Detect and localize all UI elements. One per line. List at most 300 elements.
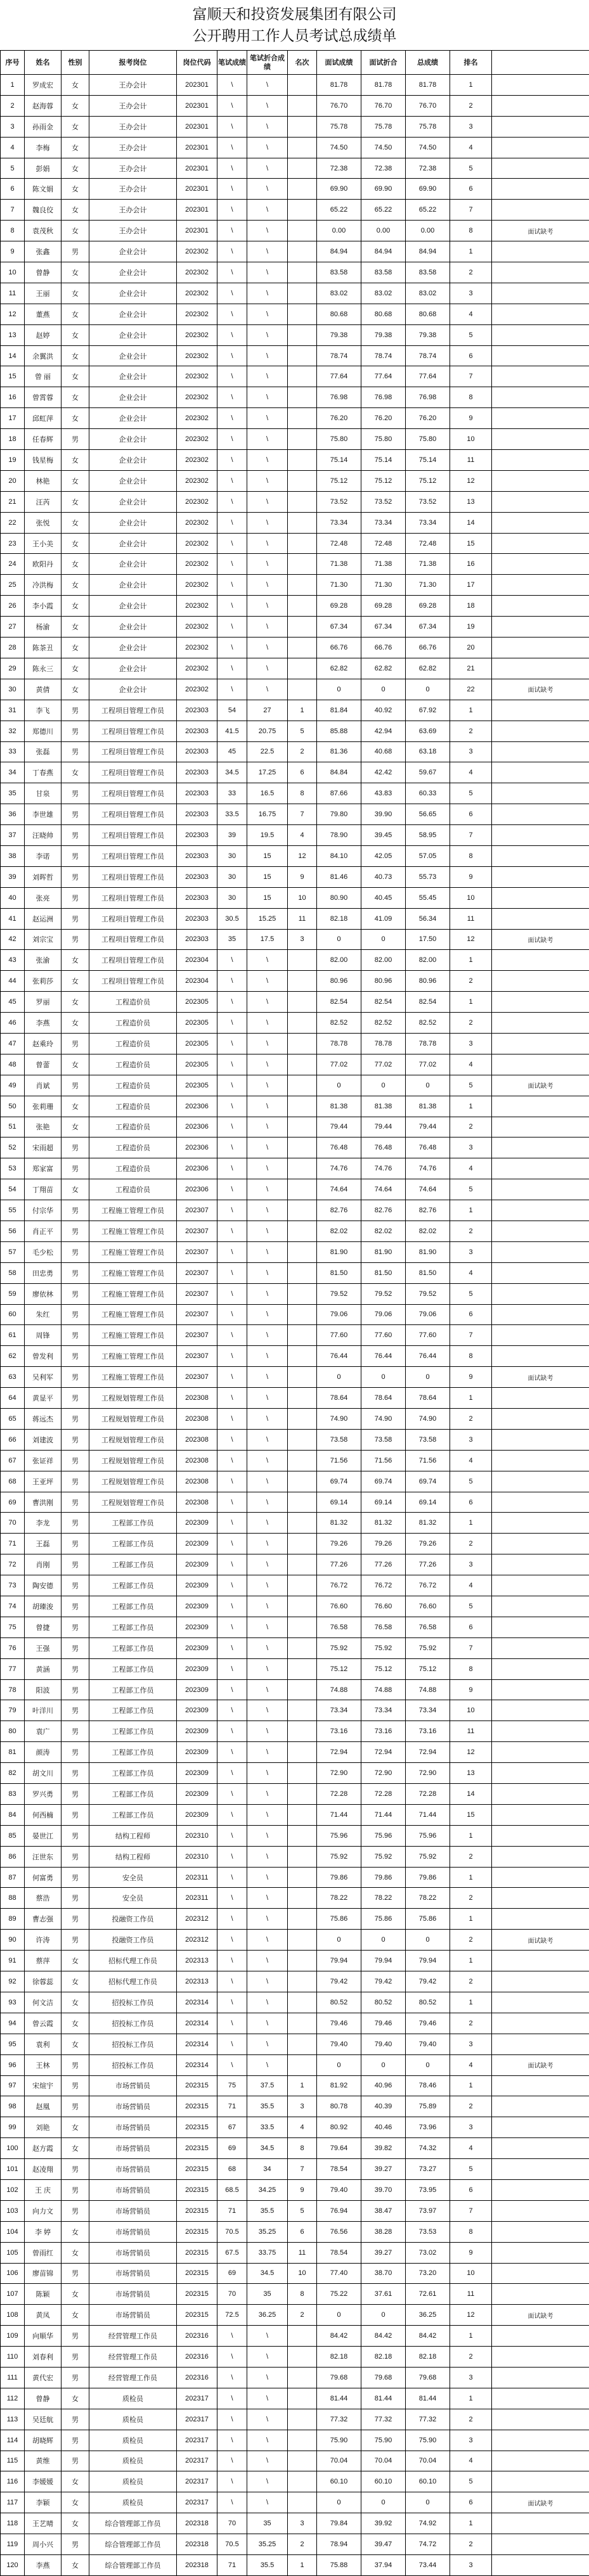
table-cell: 82.52 — [406, 1013, 450, 1034]
table-cell: 综合管理部工作员 — [89, 2513, 177, 2534]
table-cell: 0 — [361, 1930, 406, 1951]
table-cell: \ — [247, 2471, 288, 2492]
remark-cell — [492, 2221, 589, 2242]
table-cell: 67.34 — [406, 617, 450, 638]
table-cell: 曾雨红 — [25, 2242, 61, 2263]
table-cell: 87 — [1, 1867, 25, 1888]
table-cell: 工程部工作员 — [89, 1596, 177, 1617]
remark-cell: 面试缺考 — [492, 2305, 589, 2326]
table-cell: 80.68 — [361, 304, 406, 324]
table-cell: 晏世江 — [25, 1825, 61, 1846]
table-cell: 79.64 — [317, 2138, 361, 2159]
table-cell: 71.38 — [317, 554, 361, 575]
table-cell: \ — [217, 971, 247, 992]
table-cell: 曾发利 — [25, 1346, 61, 1367]
table-cell: 工程造价员 — [89, 1054, 177, 1075]
table-cell: 62.82 — [361, 658, 406, 679]
table-cell: 企业会计 — [89, 596, 177, 617]
table-cell: 9 — [450, 1367, 492, 1388]
remark-cell — [492, 2513, 589, 2534]
table-cell: 21 — [1, 491, 25, 512]
table-cell: 42.42 — [361, 762, 406, 783]
table-cell — [288, 2054, 317, 2075]
table-row — [1, 2054, 589, 2075]
table-cell: 36.25 — [247, 2305, 288, 2326]
table-row — [1, 2159, 589, 2180]
table-cell: 3 — [450, 2034, 492, 2054]
table-cell: 84.94 — [406, 241, 450, 262]
table-cell: \ — [247, 387, 288, 408]
table-cell: 72.38 — [361, 158, 406, 179]
remark-cell — [492, 512, 589, 533]
table-cell: 0 — [317, 2492, 361, 2513]
table-cell: 202309 — [177, 1742, 217, 1763]
table-cell: \ — [217, 75, 247, 96]
table-row — [1, 1200, 589, 1221]
table-cell: 84.42 — [317, 2326, 361, 2347]
table-row — [1, 304, 589, 324]
header-cell: 性别 — [61, 51, 89, 75]
table-cell: 工程施工管理工作员 — [89, 1262, 177, 1283]
table-cell: 73.52 — [317, 491, 361, 512]
table-cell: 69.28 — [361, 596, 406, 617]
table-cell: 202308 — [177, 1450, 217, 1471]
table-cell: 工程部工作员 — [89, 1658, 177, 1679]
table-cell: 5 — [288, 2200, 317, 2221]
table-cell: 55.45 — [406, 887, 450, 908]
table-cell: 80.52 — [406, 1992, 450, 2013]
table-cell: 工程项目管理工作员 — [89, 741, 177, 762]
table-cell: 20 — [450, 638, 492, 658]
table-cell: 4 — [450, 2138, 492, 2159]
table-cell: \ — [217, 2492, 247, 2513]
table-cell: 76.70 — [406, 95, 450, 116]
table-cell: 71.44 — [317, 1804, 361, 1825]
table-cell: 69.28 — [317, 596, 361, 617]
table-cell — [288, 1137, 317, 1158]
table-cell: \ — [217, 596, 247, 617]
table-cell: 女 — [61, 575, 89, 596]
table-cell: \ — [247, 1367, 288, 1388]
table-cell: 刘宗宝 — [25, 929, 61, 950]
table-row — [1, 408, 589, 429]
table-cell — [288, 1033, 317, 1054]
table-cell: 48 — [1, 1054, 25, 1075]
remark-cell — [492, 116, 589, 137]
table-cell: 81.92 — [317, 2075, 361, 2096]
table-cell: 欧阳丹 — [25, 554, 61, 575]
table-cell: 79.94 — [361, 1951, 406, 1971]
table-cell: 3 — [1, 116, 25, 137]
table-cell: 80.92 — [317, 2117, 361, 2138]
table-cell: \ — [217, 241, 247, 262]
table-cell: 69.14 — [361, 1492, 406, 1513]
table-cell: 企业会计 — [89, 408, 177, 429]
table-cell: 企业会计 — [89, 470, 177, 491]
table-cell: 82 — [1, 1763, 25, 1784]
table-cell: 质检员 — [89, 2430, 177, 2451]
table-cell: 202302 — [177, 366, 217, 387]
table-cell: 54 — [1, 1179, 25, 1200]
table-cell: 84.94 — [361, 241, 406, 262]
table-cell: 30.5 — [217, 908, 247, 929]
remark-cell — [492, 2242, 589, 2263]
remark-cell — [492, 2013, 589, 2034]
table-cell: \ — [217, 1742, 247, 1763]
table-cell — [288, 1742, 317, 1763]
table-cell: 37 — [1, 825, 25, 846]
table-cell — [288, 2347, 317, 2368]
remark-cell — [492, 2367, 589, 2388]
table-cell: 男 — [61, 1825, 89, 1846]
table-cell: \ — [217, 1388, 247, 1409]
table-cell: 男 — [61, 1658, 89, 1679]
table-cell: 76.60 — [361, 1596, 406, 1617]
table-cell: 19 — [1, 450, 25, 471]
table-cell: 7 — [288, 2159, 317, 2180]
table-cell: \ — [247, 1637, 288, 1658]
table-cell: \ — [217, 2409, 247, 2430]
table-cell: 79.44 — [317, 1117, 361, 1137]
table-cell: 工程项目管理工作员 — [89, 804, 177, 825]
table-cell: \ — [217, 1763, 247, 1784]
table-cell — [288, 1158, 317, 1179]
remark-cell — [492, 554, 589, 575]
table-cell: 余翼洪 — [25, 345, 61, 366]
table-row — [1, 887, 589, 908]
table-cell: 5 — [450, 2471, 492, 2492]
table-cell: 甘泉 — [25, 783, 61, 804]
table-cell: 30 — [1, 679, 25, 700]
table-cell — [288, 345, 317, 366]
table-row — [1, 1637, 589, 1658]
table-cell: 工程施工管理工作员 — [89, 1283, 177, 1304]
table-row — [1, 2138, 589, 2159]
table-cell: 56 — [1, 1221, 25, 1241]
table-cell: 男 — [61, 1471, 89, 1492]
table-cell: 男 — [61, 700, 89, 721]
table-cell: 7 — [1, 200, 25, 221]
table-cell: 37.5 — [247, 2075, 288, 2096]
table-cell: 企业会计 — [89, 617, 177, 638]
table-cell: \ — [247, 491, 288, 512]
table-cell: 79.86 — [361, 1867, 406, 1888]
table-cell: 企业会计 — [89, 450, 177, 471]
remark-cell — [492, 1804, 589, 1825]
table-cell: 60.10 — [406, 2471, 450, 2492]
table-cell: \ — [217, 200, 247, 221]
table-cell: 5 — [288, 721, 317, 741]
table-cell: 202316 — [177, 2326, 217, 2347]
table-cell: 69.14 — [317, 1492, 361, 1513]
table-row — [1, 2367, 589, 2388]
remark-cell: 面试缺考 — [492, 2054, 589, 2075]
table-cell: 60 — [1, 1304, 25, 1325]
table-cell: 男 — [61, 1492, 89, 1513]
table-cell: 73.16 — [406, 1721, 450, 1742]
table-cell: \ — [247, 2326, 288, 2347]
table-cell: \ — [247, 1450, 288, 1471]
table-cell: 男 — [61, 1637, 89, 1658]
table-cell: \ — [217, 2430, 247, 2451]
table-cell: 72.90 — [406, 1763, 450, 1784]
table-cell: 工程部工作员 — [89, 1763, 177, 1784]
table-cell: 6 — [288, 2221, 317, 2242]
table-cell: 17 — [1, 408, 25, 429]
table-cell: 2 — [450, 971, 492, 992]
table-cell: 72.48 — [317, 533, 361, 554]
table-cell: 76.58 — [317, 1617, 361, 1637]
table-row — [1, 137, 589, 158]
table-cell: 61 — [1, 1325, 25, 1346]
remark-cell — [492, 2388, 589, 2409]
table-cell: 81.44 — [406, 2388, 450, 2409]
table-cell: 企业会计 — [89, 345, 177, 366]
table-cell: 39 — [1, 866, 25, 887]
table-cell: 35 — [1, 783, 25, 804]
table-cell: \ — [217, 1804, 247, 1825]
table-cell: 78.78 — [317, 1033, 361, 1054]
table-cell: 112 — [1, 2388, 25, 2409]
table-cell — [288, 179, 317, 200]
table-cell: 87.66 — [317, 783, 361, 804]
header-cell: 岗位代码 — [177, 51, 217, 75]
table-cell — [288, 1054, 317, 1075]
document-title — [0, 0, 589, 50]
table-cell: 15 — [450, 1804, 492, 1825]
table-cell: 202315 — [177, 2305, 217, 2326]
table-cell: 黄维 — [25, 2451, 61, 2471]
table-cell: 5 — [450, 158, 492, 179]
table-cell: 16.5 — [247, 783, 288, 804]
table-row — [1, 845, 589, 866]
table-cell: 202317 — [177, 2492, 217, 2513]
table-cell: \ — [217, 1033, 247, 1054]
table-row — [1, 1513, 589, 1534]
table-cell: 76.48 — [406, 1137, 450, 1158]
table-cell: 65 — [1, 1409, 25, 1430]
table-cell: 66.76 — [317, 638, 361, 658]
table-cell: 202306 — [177, 1137, 217, 1158]
table-cell — [288, 2013, 317, 2034]
table-cell: 79.42 — [361, 1971, 406, 1992]
table-cell: \ — [217, 2326, 247, 2347]
table-cell — [288, 1117, 317, 1137]
table-cell: 向顺华 — [25, 2326, 61, 2347]
table-cell: 女 — [61, 221, 89, 241]
table-cell — [288, 1388, 317, 1409]
table-cell: 202309 — [177, 1763, 217, 1784]
table-cell: 宋煊宇 — [25, 2075, 61, 2096]
table-cell: 0 — [361, 1075, 406, 1096]
table-cell: \ — [247, 596, 288, 617]
table-cell: 69.90 — [317, 179, 361, 200]
table-cell — [288, 1221, 317, 1241]
table-row — [1, 1075, 589, 1096]
table-cell: \ — [247, 1117, 288, 1137]
remark-cell — [492, 1513, 589, 1534]
table-cell: 女 — [61, 283, 89, 304]
table-cell: 女 — [61, 345, 89, 366]
table-row — [1, 2554, 589, 2575]
table-cell: 39.92 — [361, 2513, 406, 2534]
table-cell: 62.82 — [317, 658, 361, 679]
table-row — [1, 1241, 589, 1262]
table-cell — [288, 429, 317, 450]
table-cell: 92 — [1, 1971, 25, 1992]
table-cell — [288, 617, 317, 638]
table-cell: \ — [247, 95, 288, 116]
table-cell: 76.48 — [317, 1137, 361, 1158]
table-cell: 工程造价员 — [89, 1013, 177, 1034]
table-cell: 男 — [61, 2179, 89, 2200]
table-cell: 陶安德 — [25, 1575, 61, 1596]
table-cell: 经营管理工作员 — [89, 2347, 177, 2368]
table-body — [1, 75, 589, 2576]
table-cell: 202304 — [177, 971, 217, 992]
table-row — [1, 2430, 589, 2451]
table-cell: 65.22 — [317, 200, 361, 221]
table-cell: 汪晓帅 — [25, 825, 61, 846]
table-row — [1, 700, 589, 721]
table-cell: 女 — [61, 116, 89, 137]
table-cell: 202302 — [177, 429, 217, 450]
table-cell: 43.83 — [361, 783, 406, 804]
table-cell: 202315 — [177, 2075, 217, 2096]
table-cell: \ — [217, 2451, 247, 2471]
table-cell: 71 — [217, 2096, 247, 2117]
table-row — [1, 1137, 589, 1158]
table-cell: 男 — [61, 2200, 89, 2221]
table-cell: 70.04 — [406, 2451, 450, 2471]
table-cell — [288, 1262, 317, 1283]
table-cell: 202317 — [177, 2409, 217, 2430]
table-cell: 69.90 — [406, 179, 450, 200]
table-cell: 38.70 — [361, 2263, 406, 2284]
table-cell: 77.64 — [317, 366, 361, 387]
table-cell: \ — [247, 116, 288, 137]
table-row — [1, 1013, 589, 1034]
table-cell: 6 — [450, 1492, 492, 1513]
table-cell: 女 — [61, 533, 89, 554]
table-cell: 1 — [450, 1825, 492, 1846]
table-cell: 82.76 — [317, 1200, 361, 1221]
table-cell: 202314 — [177, 2054, 217, 2075]
table-cell: 2 — [450, 1117, 492, 1137]
table-cell — [288, 2388, 317, 2409]
table-cell: 女 — [61, 2554, 89, 2575]
table-cell: 202312 — [177, 1909, 217, 1930]
table-cell: \ — [247, 1137, 288, 1158]
table-cell: 82.02 — [406, 1221, 450, 1241]
table-cell: 74.72 — [406, 2534, 450, 2555]
remark-cell — [492, 741, 589, 762]
table-cell: \ — [247, 324, 288, 345]
table-cell — [288, 1283, 317, 1304]
table-cell: 黄代宏 — [25, 2367, 61, 2388]
table-cell — [288, 2492, 317, 2513]
remark-cell — [492, 408, 589, 429]
table-cell: 119 — [1, 2534, 25, 2555]
remark-cell — [492, 1325, 589, 1346]
table-cell: 84.10 — [317, 845, 361, 866]
table-cell: 75.14 — [361, 450, 406, 471]
table-cell: 10 — [450, 887, 492, 908]
table-cell: \ — [247, 1679, 288, 1700]
remark-cell — [492, 1262, 589, 1283]
table-cell: 202307 — [177, 1221, 217, 1241]
table-cell: 4 — [450, 1450, 492, 1471]
table-cell: 32 — [1, 721, 25, 741]
table-cell: 王林 — [25, 2054, 61, 2075]
table-cell: 202315 — [177, 2159, 217, 2180]
table-cell: 工程规划管理工作员 — [89, 1450, 177, 1471]
table-cell: 104 — [1, 2221, 25, 2242]
table-cell: 工程项目管理工作员 — [89, 700, 177, 721]
table-cell: 曾捷 — [25, 1617, 61, 1637]
table-cell: \ — [247, 1033, 288, 1054]
remark-cell — [492, 866, 589, 887]
remark-cell — [492, 1909, 589, 1930]
table-cell: 69.14 — [406, 1492, 450, 1513]
table-row — [1, 116, 589, 137]
table-cell: 2 — [1, 95, 25, 116]
table-cell: 男 — [61, 1930, 89, 1951]
remark-cell — [492, 1450, 589, 1471]
table-cell: 3 — [450, 1033, 492, 1054]
remark-cell — [492, 324, 589, 345]
table-cell: 202303 — [177, 845, 217, 866]
table-cell: 4 — [288, 2117, 317, 2138]
table-row — [1, 1221, 589, 1241]
table-cell: 罗兴勇 — [25, 1784, 61, 1805]
table-cell: 男 — [61, 1596, 89, 1617]
table-cell: 62 — [1, 1346, 25, 1367]
table-cell: 企业会计 — [89, 241, 177, 262]
table-cell: 202307 — [177, 1346, 217, 1367]
table-cell: 魏良佼 — [25, 200, 61, 221]
table-cell: 81.50 — [361, 1262, 406, 1283]
table-cell: \ — [247, 2347, 288, 2368]
table-cell: \ — [217, 387, 247, 408]
table-cell: 20 — [1, 470, 25, 491]
table-cell: \ — [247, 1846, 288, 1867]
table-cell: 男 — [61, 845, 89, 866]
table-cell: \ — [217, 1283, 247, 1304]
table-cell: 13 — [450, 1763, 492, 1784]
remark-cell — [492, 200, 589, 221]
table-row — [1, 158, 589, 179]
table-cell: 42 — [1, 929, 25, 950]
table-cell: 男 — [61, 1554, 89, 1575]
table-cell: 202304 — [177, 950, 217, 971]
remark-cell — [492, 617, 589, 638]
table-cell: 34.25 — [247, 2179, 288, 2200]
table-row — [1, 596, 589, 617]
table-cell: 73.02 — [406, 2242, 450, 2263]
table-cell: 工程造价员 — [89, 1096, 177, 1117]
table-cell: \ — [247, 1930, 288, 1951]
remark-cell — [492, 1429, 589, 1450]
header-row — [1, 51, 589, 75]
table-cell: 70 — [217, 2513, 247, 2534]
table-cell: \ — [247, 575, 288, 596]
table-cell: 6 — [450, 179, 492, 200]
table-cell: 81.38 — [317, 1096, 361, 1117]
table-cell: 42.94 — [361, 721, 406, 741]
table-row — [1, 1346, 589, 1367]
table-cell: 11 — [288, 908, 317, 929]
